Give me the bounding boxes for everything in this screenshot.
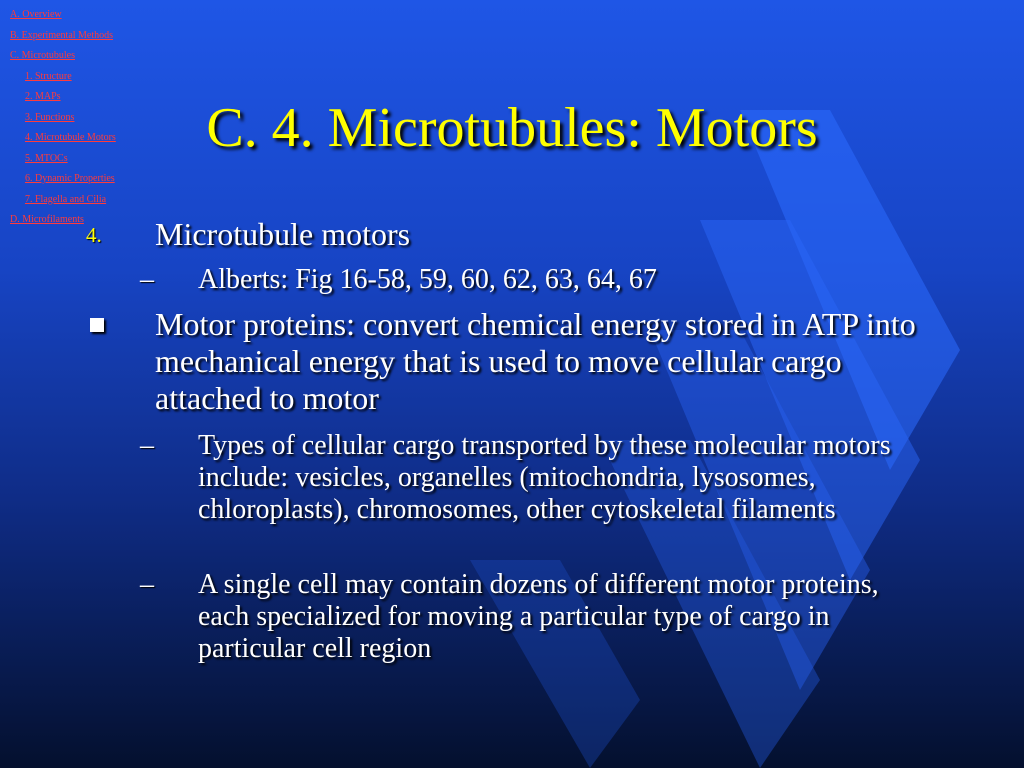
nav-link-dynamic-properties[interactable]: 6. Dynamic Properties	[25, 173, 115, 184]
nav-link-experimental-methods[interactable]: B. Experimental Methods	[10, 29, 114, 41]
square-bullet-icon	[90, 318, 104, 332]
nav-link-structure[interactable]: 1. Structure	[25, 70, 72, 82]
dash-bullet-marker: –	[140, 430, 154, 461]
nav-link-overview[interactable]: A. Overview	[10, 9, 62, 20]
sub-bullet-alberts-figures: Alberts: Fig 16-58, 59, 60, 62, 63, 64, 67	[198, 264, 657, 295]
nav-link-microtubules[interactable]: C. Microtubules	[10, 50, 75, 61]
numbered-bullet-marker: 4.	[86, 223, 102, 247]
nav-link-microfilaments[interactable]: D. Microfilaments	[10, 214, 84, 225]
nav-link-microtubule-motors[interactable]: 4. Microtubule Motors	[25, 132, 116, 143]
sub-bullet-motor-diversity: A single cell may contain dozens of different motor proteins, each specialized for moving a particular type of cargo in particular cell region	[198, 569, 879, 664]
nav-link-flagella-cilia[interactable]: 7. Flagella and Cilia	[25, 193, 107, 205]
nav-link-functions[interactable]: 3. Functions	[25, 111, 75, 123]
sub-bullet-cargo-types: Types of cellular cargo transported by these molecular motors include: vesicles, organelles (mitochondria, lysosomes, chloroplasts), chromosomes, other cytoskeletal filaments	[198, 430, 891, 525]
nav-link-maps[interactable]: 2. MAPs	[25, 91, 61, 102]
dash-bullet-marker: –	[140, 569, 154, 600]
bullet-microtubule-motors: Microtubule motors	[155, 216, 411, 252]
slide-title: C. 4. Microtubules: Motors	[206, 97, 818, 159]
nav-link-mtocs[interactable]: 5. MTOCs	[25, 152, 68, 164]
dash-bullet-marker: –	[140, 264, 154, 295]
bullet-motor-proteins: Motor proteins: convert chemical energy stored in ATP into mechanical energy that is used to move cellular cargo attached to motor	[155, 306, 916, 416]
